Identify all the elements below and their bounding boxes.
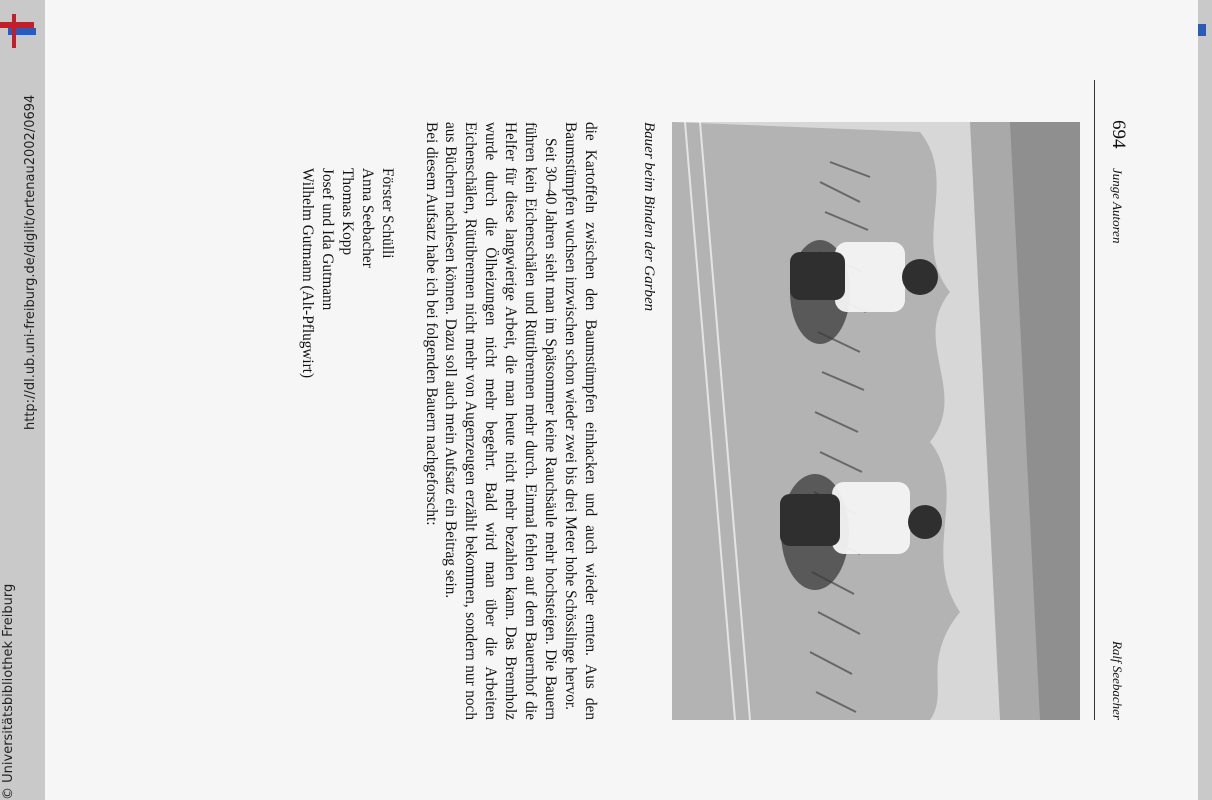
scan-registration-mark bbox=[1198, 24, 1206, 36]
section-title: Junge Autoren bbox=[1110, 168, 1125, 244]
source-url[interactable]: http://dl.ub.uni-freiburg.de/diglit/ortenau2002/0694 bbox=[23, 94, 38, 430]
list-item: Anna Seebacher bbox=[359, 168, 376, 268]
running-header bbox=[1094, 80, 1135, 720]
right-scan-margin bbox=[1198, 0, 1212, 800]
farm-photo-illustration bbox=[672, 122, 1080, 720]
scan-registration-mark bbox=[12, 14, 16, 48]
rotated-page-content bbox=[135, 80, 1135, 720]
list-item: Josef und Ida Gutmann bbox=[319, 168, 336, 311]
informants-lead: Bei diesem Aufsatz habe ich bei folgenden Bauern nachgeforscht: bbox=[423, 122, 440, 526]
photograph bbox=[672, 122, 1080, 720]
paragraph: Seit 30–40 Jahren sieht man im Spätsommer keine Rauchsäule mehr hochsteigen. Die Bauern führen kein Eichenschälen und Rüttibrennen mehr durch. Einmal fehlen auf dem Bauernhof die Helfer für diese langwierige Arbeit, die man heute nicht mehr bezahlen kann. Das Brennholz wurde durch die Ölheizungen nicht mehr begehrt. Bald wird man über die Arbeiten Eichenschälen, Rüttibrennen nicht mehr von Augenzeugen erzählt bekommen, sondern nur noch aus Büchern nachlesen können. Dazu soll auch mein Aufsatz ein Beitrag sein. bbox=[442, 122, 559, 720]
margin-source bbox=[1, 0, 39, 800]
list-item: Wilhelm Gutmann (Alt-Pflugwirt) bbox=[299, 168, 316, 379]
page-number: 694 bbox=[1108, 120, 1129, 149]
list-item: Förster Schülli bbox=[379, 168, 396, 259]
informants-list bbox=[297, 168, 397, 378]
paragraph: die Kartoffeln zwischen den Baumstümpfen einhacken und auch wieder ernten. Aus den Baumstümpfen wuchsen inzwischen schon wieder zwei bis drei Meter hohe Schösslinge hervor. bbox=[562, 122, 599, 720]
photo-caption: Bauer beim Binden der Garben bbox=[641, 122, 657, 312]
author-name: Ralf Seebacher bbox=[1110, 640, 1125, 720]
list-item: Thomas Kopp bbox=[339, 168, 356, 256]
article-body bbox=[440, 122, 600, 720]
library-license: © Universitätsbibliothek Freiburg bbox=[1, 583, 16, 800]
